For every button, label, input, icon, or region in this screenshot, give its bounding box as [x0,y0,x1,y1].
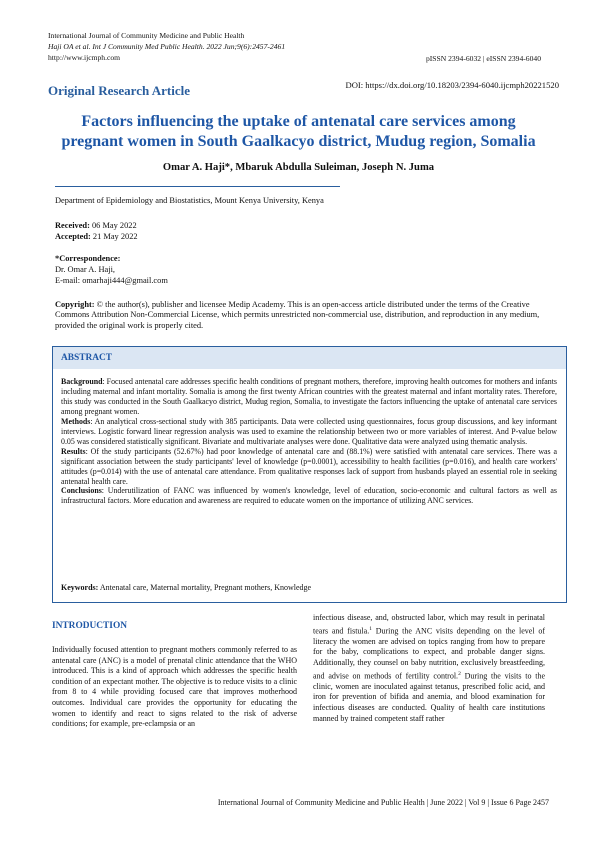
abstract-methods: Methods: An analytical cross-sectional study with 385 participants. Data were collected using questionnaires, focus group discussions, and key informant interviews. Logistic forward linear regression analysis was used to examine the relationship between two or more variables of interest. And P-value below 0.05 was considered statistically significant. Bivariate and multivariate analyses were done. Qualitative data were analyzed using thematic analysis. [61,416,557,446]
intro-paragraph-left: Individually focused attention to pregnant mothers commonly referred to as antenatal care (ANC) is a model of prenatal clinic attendance that the WHO introduced. This is a kind of approach which addresses the specific health condition of an expectant mother. The objective is to reduce visits to a clinic from 8 to 4 while providing focused care that improves motherhood outcomes. Individual care provides the opportunity for educating the women to identify and react to signs related to the risk of adverse conditions; for example, pre-eclampsia or an [52,645,297,729]
abstract-box [52,346,567,603]
correspondence-label: *Correspondence: [55,254,121,263]
keywords: Keywords: Antenatal care, Maternal mortality, Pregnant mothers, Knowledge [61,583,312,592]
article-type: Original Research Article [48,83,191,98]
author-list: Omar A. Haji*, Mbaruk Abdulla Suleiman, Joseph N. Juma [162,162,435,173]
article-title: Factors influencing the uptake of antenatal care services among pregnant women in South Gaalkacyo district, Mudug region, Somalia [61,113,536,150]
journal-name: International Journal of Community Medicine and Public Health [48,31,245,40]
correspondence-email[interactable]: E-mail: omarhaji444@gmail.com [55,276,168,285]
copyright-notice: Copyright: © the author(s), publisher and licensee Medip Academy. This is an open-access article distributed under the terms of the Creative Commons Attribution Non-Commercial License, which permits unrestricted non-commercial use, distribution, and reproduction in any medium, provided the original work is properly cited. [55,300,540,330]
abstract-conclusions: Conclusions: Underutilization of FANC was influenced by women's knowledge, level of education, socio-economic and cultural factors as well as infrastructural factors. More education and awareness are required to educate women on the importance of utilizing ANC services. [61,486,557,506]
intro-right-column [313,613,545,724]
title-divider [55,186,340,187]
abstract-results: Results: Of the study participants (52.67%) had poor knowledge of antenatal care and (88.1%) were satisfied with antenatal care services. There was a significant association between the study participants' level of knowledge (p=0.0001), accessibility to health facilities (p=0.016), and health care workers' attitudes (p=0.014) with the use of antenatal care attendance. From qualitative responses lack of support from husbands played an essential role in seeking antenatal health care. [61,446,557,486]
correspondence-name: Dr. Omar A. Haji, [55,265,116,274]
page-footer: International Journal of Community Medicine and Public Health | June 2022 | Vol 9 | Issue 6 Page 2457 [217,798,549,807]
abstract-body [61,377,557,506]
received-date: Received: 06 May 2022 [55,221,137,230]
doi-link[interactable]: DOI: https://dx.doi.org/10.18203/2394-6040.ijcmph20221520 [345,80,559,90]
issn-line: pISSN 2394-6032 | eISSN 2394-6040 [425,54,541,63]
journal-url[interactable]: http://www.ijcmph.com [48,53,121,62]
intro-paragraph-right: infectious disease, and, obstructed labor, which may result in perinatal tears and fistula.$^1$ During the ANC visits depending on the level of literacy the women are advised on topics ranging from how to prepare for the baby, complications to expect, and probable danger signs. Additionally, they counsel on baby nutrition, exclusively breastfeeding, and advise on methods of fertility control.$^2$ During the visits to the clinic, women are inoculated against tetanus, prescribed folic acid, and iron for prevention of bifida and anemia, and blood examination for infectious diseases are conducted. Quality of health care institutions manned by trained competent staff rather [313,613,546,723]
citation-line: Haji OA et al. Int J Community Med Public Health. 2022 Jun;9(6):2457-2461 [48,42,286,51]
abstract-background: Background: Focused antenatal care addresses specific health conditions of pregnant mothers, therefore, improving health outcomes for mothers and infants including maternal and infant mortality. Somalia is among the first twenty African countries with the greatest maternal and infant mortality rates. Therefore, this study was conducted in the South Gaalkacyo district, Mudug region, Somalia, to investigate the factors influencing the uptake of antenatal care services among pregnant women. [61,377,557,416]
introduction-heading: INTRODUCTION [52,621,128,631]
accepted-date: Accepted: 21 May 2022 [55,232,138,241]
affiliation: Department of Epidemiology and Biostatistics, Mount Kenya University, Kenya [55,196,324,205]
abstract-heading: ABSTRACT [53,347,566,369]
intro-left-column [52,645,297,730]
